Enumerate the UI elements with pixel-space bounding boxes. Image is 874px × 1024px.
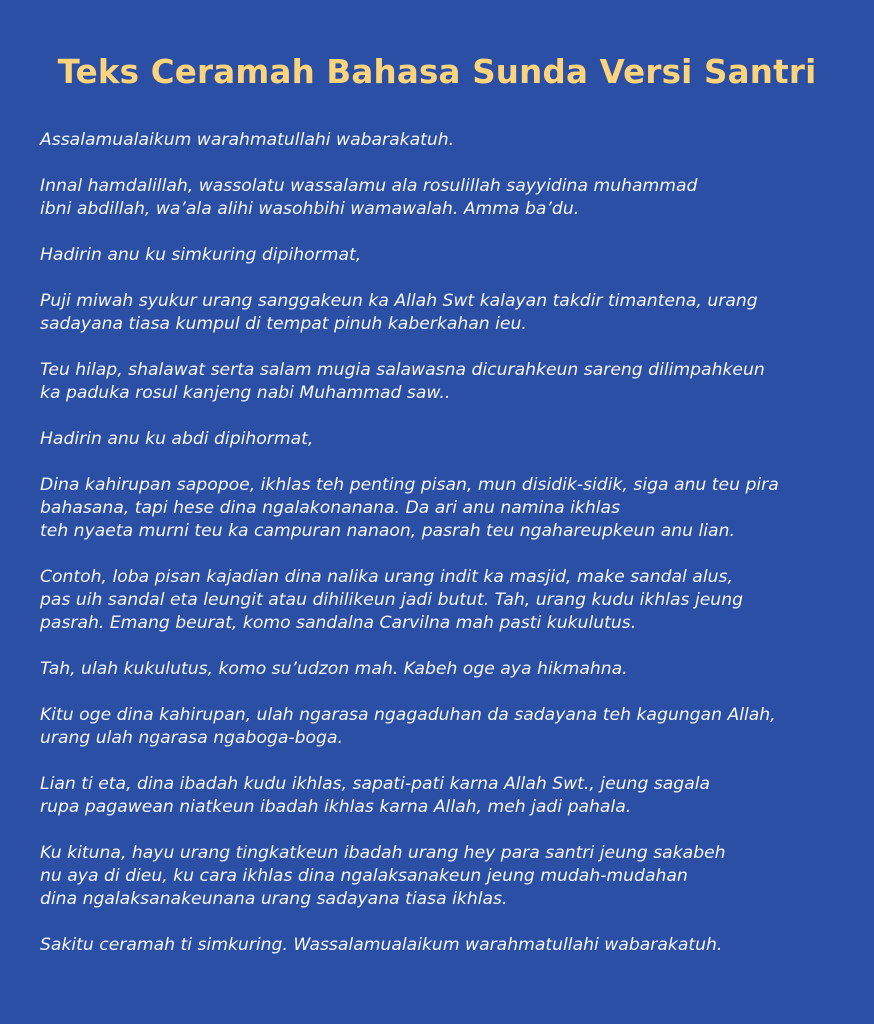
paragraph-example — [40, 566, 870, 635]
text-line: Sakitu ceramah ti simkuring. Wassalamualaikum warahmatullahi wabarakatuh. — [40, 935, 723, 955]
paragraph-shalawat — [40, 359, 870, 405]
paragraph-hikmah — [40, 658, 870, 681]
paragraph-conclusion — [40, 842, 870, 911]
speech-body — [40, 129, 870, 980]
text-line: Puji miwah syukur urang sanggakeun ka Allah Swt kalayan takdir timantena, urang — [40, 291, 758, 311]
text-line: ibni abdillah, wa’ala alihi wasohbihi wamawalah. Amma ba’du. — [40, 199, 580, 219]
text-line: pasrah. Emang beurat, komo sandalna Carvilna mah pasti kukulutus. — [40, 613, 637, 633]
paragraph-ibadah — [40, 773, 870, 819]
text-line: Kitu oge dina kahirupan, ulah ngarasa ngagaduhan da sadayana teh kagungan Allah, — [40, 705, 776, 725]
text-line: pas uih sandal eta leungit atau dihilikeun jadi butut. Tah, urang kudu ikhlas jeung — [40, 590, 743, 610]
paragraph-greeting — [40, 129, 870, 152]
text-line: Hadirin anu ku simkuring dipihormat, — [40, 245, 362, 265]
text-line: Hadirin anu ku abdi dipihormat, — [40, 429, 314, 449]
text-line: Tah, ulah kukulutus, komo su’udzon mah. Kabeh oge aya hikmahna. — [40, 659, 628, 679]
text-line: teh nyaeta murni teu ka campuran nanaon, pasrah teu ngahareupkeun anu lian. — [40, 521, 735, 541]
text-line: dina ngalaksanakeunana urang sadayana tiasa ikhlas. — [40, 889, 508, 909]
paragraph-gratitude — [40, 290, 870, 336]
text-line: Teu hilap, shalawat serta salam mugia salawasna dicurahkeun sareng dilimpahkeun — [40, 360, 765, 380]
text-line: Assalamualaikum warahmatullahi wabarakatuh. — [40, 130, 455, 150]
paragraph-address-audience-2 — [40, 428, 870, 451]
text-line: sadayana tiasa kumpul di tempat pinuh kaberkahan ieu. — [40, 314, 527, 334]
paragraph-opening-prayer — [40, 175, 870, 221]
paragraph-closing — [40, 934, 870, 957]
paragraph-address-audience — [40, 244, 870, 267]
page-title: Teks Ceramah Bahasa Sunda Versi Santri — [57, 53, 817, 91]
text-line: urang ulah ngarasa ngaboga-boga. — [40, 728, 343, 748]
paragraph-ikhlas-definition — [40, 474, 870, 543]
text-line: bahasana, tapi hese dina ngalakonanana. Da ari anu namina ikhlas — [40, 498, 621, 518]
text-line: nu aya di dieu, ku cara ikhlas dina ngalaksanakeun jeung mudah-mudahan — [40, 866, 688, 886]
text-line: Dina kahirupan sapopoe, ikhlas teh penting pisan, mun disidik-sidik, siga anu teu pira — [40, 475, 779, 495]
text-line: Contoh, loba pisan kajadian dina nalika urang indit ka masjid, make sandal alus, — [40, 567, 733, 587]
text-line: rupa pagawean niatkeun ibadah ikhlas karna Allah, meh jadi pahala. — [40, 797, 632, 817]
text-line: Ku kituna, hayu urang tingkatkeun ibadah urang hey para santri jeung sakabeh — [40, 843, 726, 863]
text-line: ka paduka rosul kanjeng nabi Muhammad saw.. — [40, 383, 451, 403]
text-line: Innal hamdalillah, wassolatu wassalamu ala rosulillah sayyidina muhammad — [40, 176, 698, 196]
text-line: Lian ti eta, dina ibadah kudu ikhlas, sapati-pati karna Allah Swt., jeung sagala — [40, 774, 711, 794]
paragraph-ownership — [40, 704, 870, 750]
